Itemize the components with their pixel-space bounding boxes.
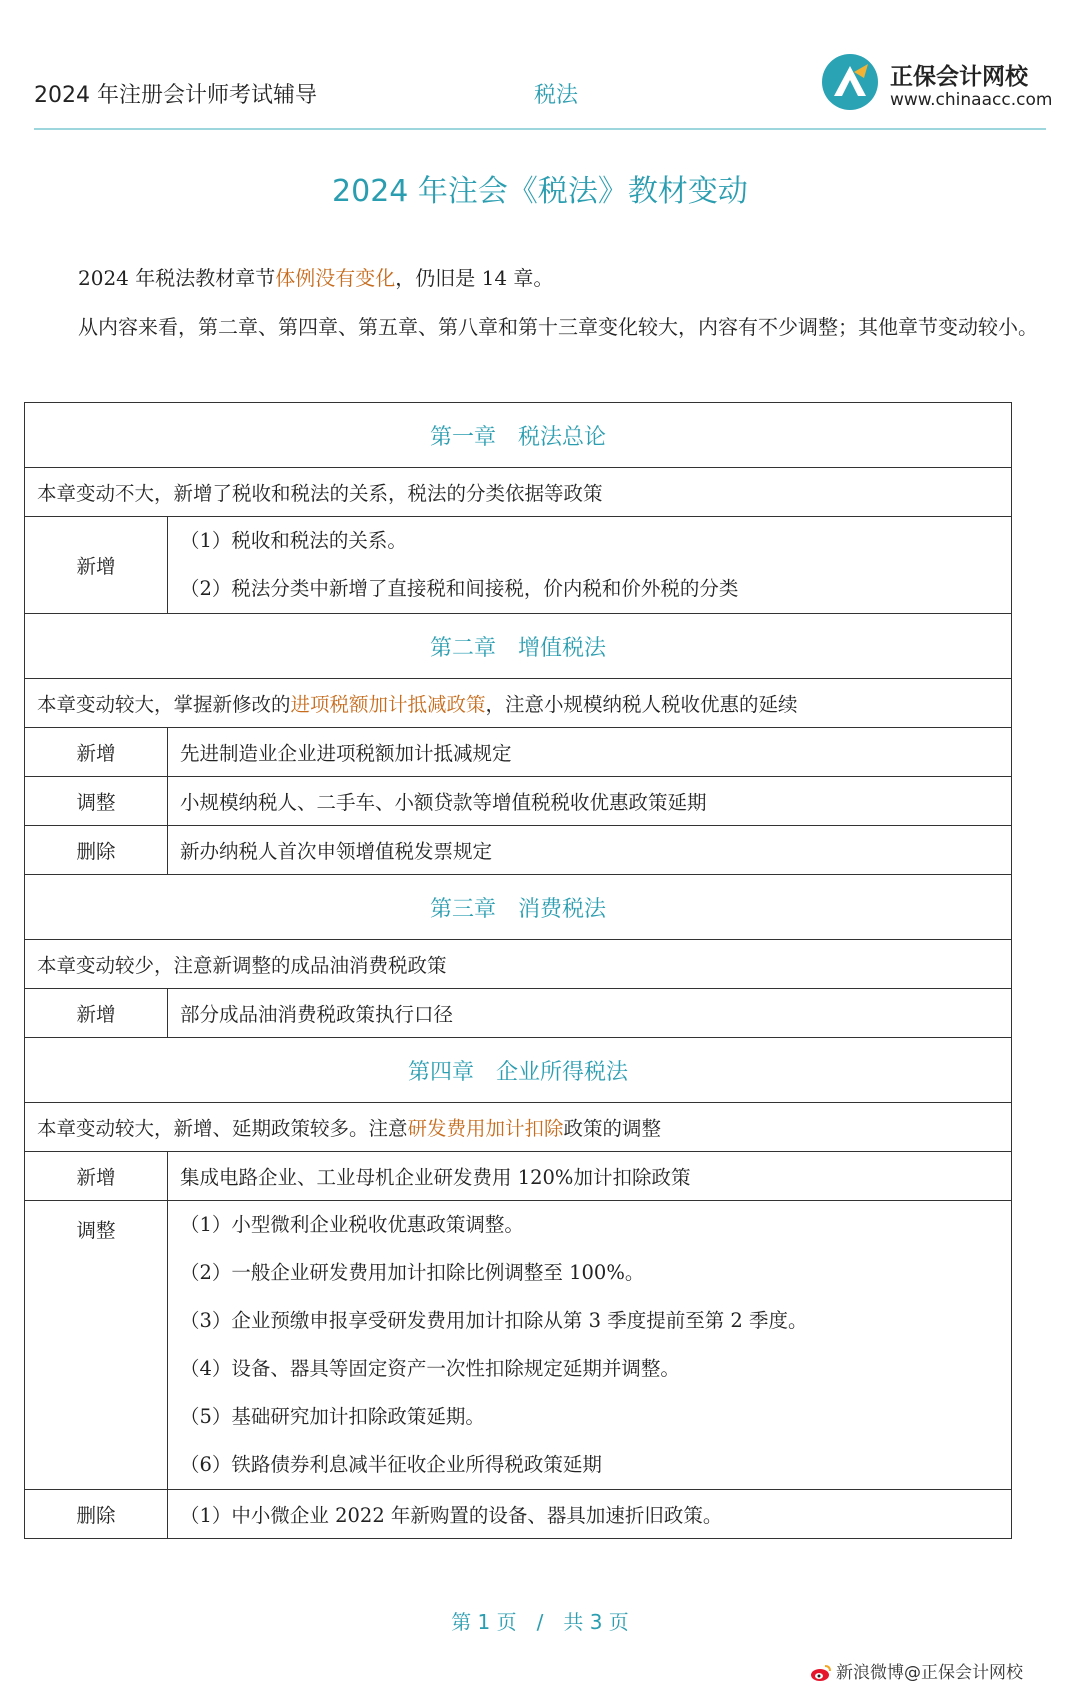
chapter-1-add-items [168,517,1012,614]
brand-url: www.chinaacc.com [890,90,1053,110]
chapter-3-title: 第三章 消费税法 [25,875,1012,940]
weibo-credit [810,1658,1023,1683]
intro-text-end: ，仍旧是 14 章。 [395,266,554,290]
chapter-3-add-label: 新增 [25,989,168,1038]
list-item: （3）企业预缴申报享受研发费用加计扣除从第 3 季度提前至第 2 季度。 [180,1309,808,1332]
chapter-2-title: 第二章 增值税法 [25,614,1012,679]
list-item: （2）一般企业研发费用加计扣除比例调整至 100%。 [180,1261,645,1284]
brand-logo [820,52,1053,116]
chapter-4-delete-label: 删除 [25,1490,168,1539]
summary-highlight: 研发费用加计扣除 [407,1117,564,1140]
intro-paragraph-2: 从内容来看，第二章、第四章、第五章、第八章和第十三章变化较大，内容有不少调整；其他章节变动较小。 [78,315,1038,339]
intro-text: 2024 年税法教材章节 [78,266,276,290]
list-item: （4）设备、器具等固定资产一次性扣除规定延期并调整。 [180,1357,680,1380]
chapter-2-adjust-text: 小规模纳税人、二手车、小额贷款等增值税税收优惠政策延期 [168,777,1012,826]
summary-text-end: 政策的调整 [563,1117,662,1140]
list-item: （6）铁路债券利息减半征收企业所得税政策延期 [180,1453,602,1476]
chapter-2-delete-text: 新办纳税人首次申领增值税发票规定 [168,826,1012,875]
chapter-4-adjust-label: 调整 [25,1201,168,1490]
weibo-text: 新浪微博@正保会计网校 [836,1663,1023,1683]
weibo-icon [810,1664,832,1682]
list-item: （1）税收和税法的关系。 [180,529,407,552]
intro-paragraph-1 [78,254,553,302]
intro-highlight: 体例没有变化 [275,266,396,290]
list-item: （1）小型微利企业税收优惠政策调整。 [180,1213,524,1236]
chapter-2-summary [25,679,1012,728]
chapter-3-summary: 本章变动较少，注意新调整的成品油消费税政策 [25,940,1012,989]
brand-logo-icon [820,52,880,112]
header-subject: 税法 [534,83,579,108]
chapter-1-summary: 本章变动不大，新增了税收和税法的关系，税法的分类依据等政策 [25,468,1012,517]
summary-highlight: 进项税额加计抵减政策 [290,693,486,716]
summary-text: 本章变动较大，掌握新修改的 [37,693,291,716]
chapter-4-delete-text: （1）中小微企业 2022 年新购置的设备、器具加速折旧政策。 [168,1490,1012,1539]
page-indicator: 第 1 页 / 共 3 页 [451,1610,629,1634]
chapter-4-adjust-items [168,1201,1012,1490]
list-item: （2）税法分类中新增了直接税和间接税，价内税和价外税的分类 [180,577,739,600]
summary-text: 本章变动较大，新增、延期政策较多。注意 [37,1117,408,1140]
chapter-1-add-label: 新增 [25,517,168,614]
chapter-3-add-text: 部分成品油消费税政策执行口径 [168,989,1012,1038]
chapter-2-add-text: 先进制造业企业进项税额加计抵减规定 [168,728,1012,777]
header-exam-title: 2024 年注册会计师考试辅导 [34,83,317,108]
chapter-2-adjust-label: 调整 [25,777,168,826]
changes-table [24,402,1012,1539]
chapter-2-add-label: 新增 [25,728,168,777]
brand-name: 正保会计网校 [890,64,1028,90]
summary-text-end: ，注意小规模纳税人税收优惠的延续 [485,693,798,716]
document-title: 2024 年注会《税法》教材变动 [332,174,748,209]
chapter-2-delete-label: 删除 [25,826,168,875]
chapter-4-add-text: 集成电路企业、工业母机企业研发费用 120%加计扣除政策 [168,1152,1012,1201]
header-divider [34,128,1046,130]
list-item: （5）基础研究加计扣除政策延期。 [180,1405,485,1428]
chapter-4-title: 第四章 企业所得税法 [25,1038,1012,1103]
chapter-1-title: 第一章 税法总论 [25,403,1012,468]
chapter-4-summary [25,1103,1012,1152]
chapter-4-add-label: 新增 [25,1152,168,1201]
